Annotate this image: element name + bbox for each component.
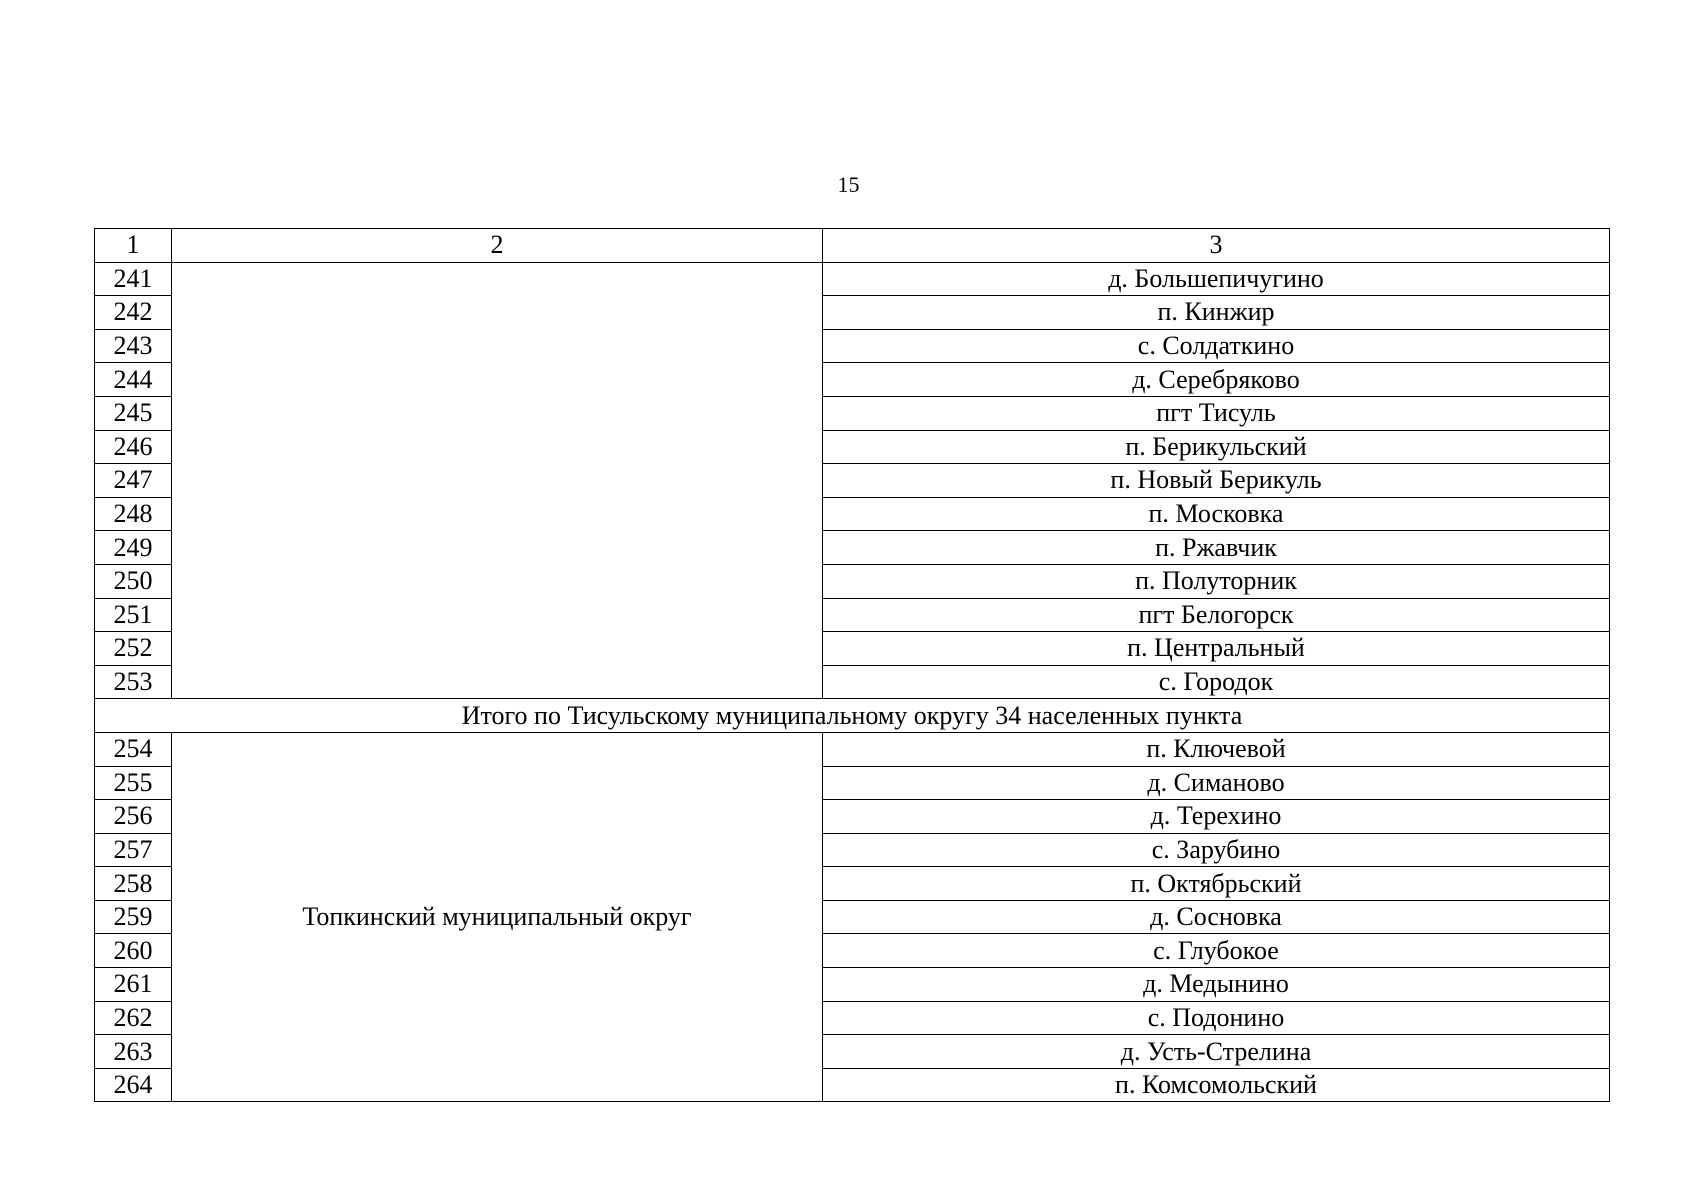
header-cell-settlement: 3 (823, 229, 1610, 263)
subtotal-text: Итого по Тисульскому муниципальному округу 34 населенных пункта (95, 699, 1610, 733)
settlement-name: п. Октябрьский (823, 867, 1610, 901)
row-number: 250 (95, 564, 172, 598)
settlement-name: с. Глубокое (823, 934, 1610, 968)
settlement-name: д. Большепичугино (823, 262, 1610, 296)
row-number: 249 (95, 531, 172, 565)
settlement-name: д. Симаново (823, 766, 1610, 800)
table-row (95, 732, 1610, 766)
row-number: 264 (95, 1068, 172, 1102)
settlement-name: п. Новый Берикуль (823, 464, 1610, 498)
row-number: 261 (95, 968, 172, 1002)
settlement-name: п. Центральный (823, 632, 1610, 666)
settlement-name: п. Берикульский (823, 430, 1610, 464)
header-cell-district: 2 (172, 229, 823, 263)
settlement-name: п. Кинжир (823, 296, 1610, 330)
settlement-name: с. Подонино (823, 1001, 1610, 1035)
row-number: 255 (95, 766, 172, 800)
row-number: 257 (95, 833, 172, 867)
settlement-name: с. Городок (823, 665, 1610, 699)
subtotal-row (95, 699, 1610, 733)
row-number: 247 (95, 464, 172, 498)
row-number: 258 (95, 867, 172, 901)
district-name (172, 262, 823, 699)
row-number: 263 (95, 1035, 172, 1069)
row-number: 244 (95, 363, 172, 397)
row-number: 259 (95, 900, 172, 934)
settlement-name: п. Ключевой (823, 732, 1610, 766)
header-row (95, 229, 1610, 263)
settlement-name: с. Зарубино (823, 833, 1610, 867)
settlement-name: д. Усть-Стрелина (823, 1035, 1610, 1069)
district-name: Топкинский муниципальный округ (172, 732, 823, 1102)
settlement-name: д. Серебряково (823, 363, 1610, 397)
row-number: 246 (95, 430, 172, 464)
row-number: 251 (95, 598, 172, 632)
settlement-name: п. Ржавчик (823, 531, 1610, 565)
row-number: 260 (95, 934, 172, 968)
settlement-name: с. Солдаткино (823, 329, 1610, 363)
settlement-name: п. Полуторник (823, 564, 1610, 598)
settlement-name: пгт Тисуль (823, 396, 1610, 430)
row-number: 243 (95, 329, 172, 363)
page-number: 15 (837, 172, 860, 197)
row-number: 242 (95, 296, 172, 330)
settlements-table (94, 228, 1610, 1102)
settlement-name: п. Московка (823, 497, 1610, 531)
settlement-name: д. Терехино (823, 800, 1610, 834)
row-number: 245 (95, 396, 172, 430)
settlement-name: д. Медынино (823, 968, 1610, 1002)
row-number: 252 (95, 632, 172, 666)
settlement-name: д. Сосновка (823, 900, 1610, 934)
settlement-name: п. Комсомольский (823, 1068, 1610, 1102)
row-number: 248 (95, 497, 172, 531)
row-number: 253 (95, 665, 172, 699)
table-row (95, 262, 1610, 296)
row-number: 254 (95, 732, 172, 766)
row-number: 256 (95, 800, 172, 834)
row-number: 262 (95, 1001, 172, 1035)
settlements-table-body (95, 229, 1610, 1102)
settlement-name: пгт Белогорск (823, 598, 1610, 632)
row-number: 241 (95, 262, 172, 296)
header-cell-number: 1 (95, 229, 172, 263)
